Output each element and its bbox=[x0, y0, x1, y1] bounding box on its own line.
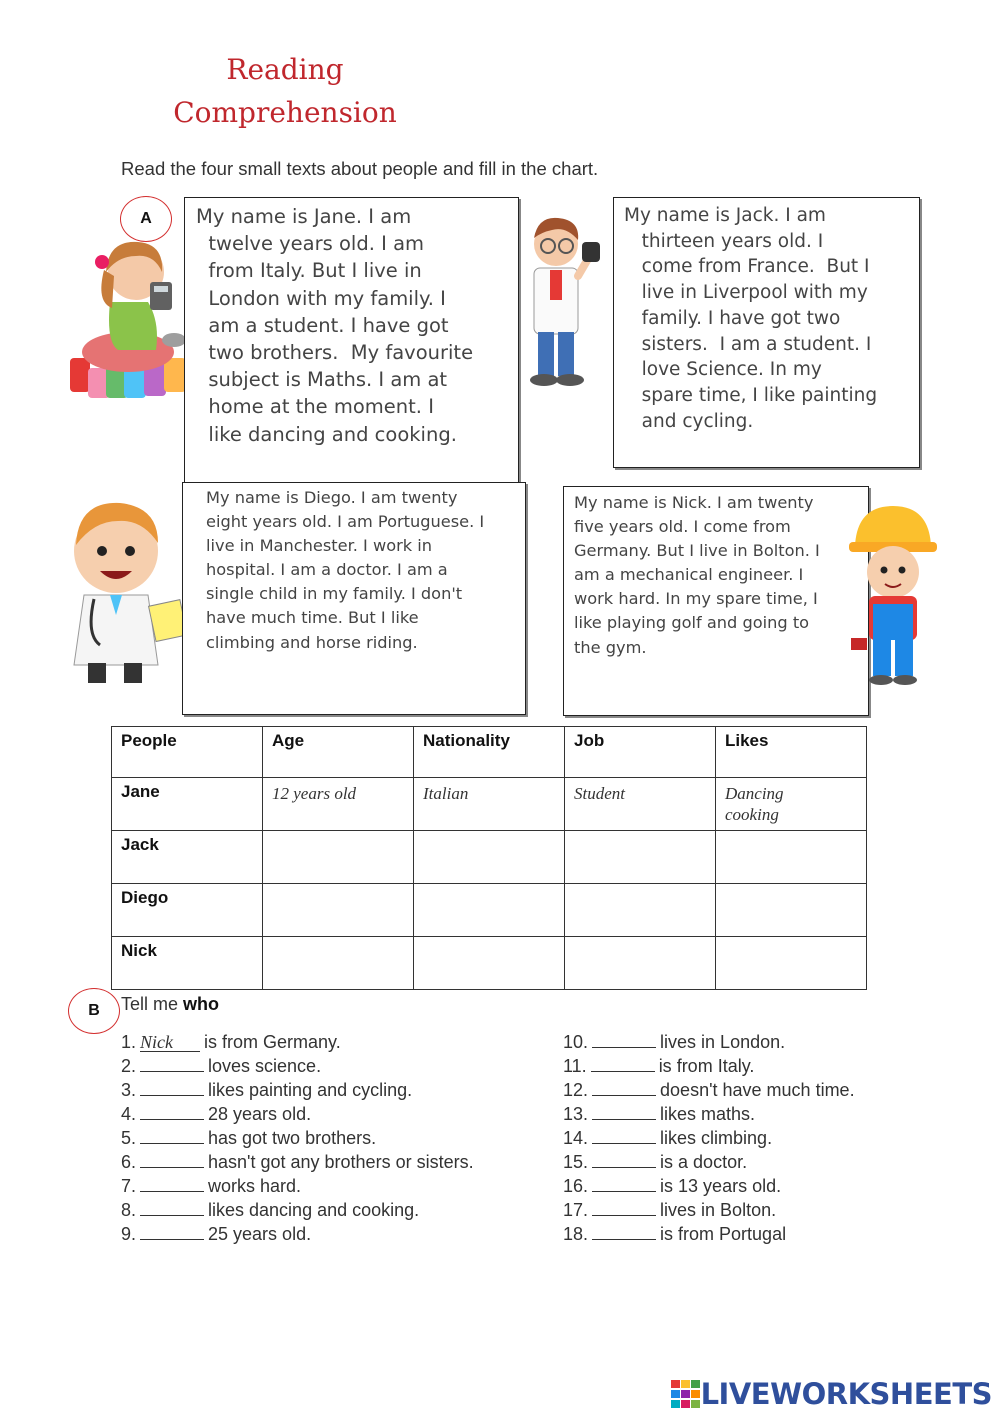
question-item bbox=[121, 1222, 541, 1246]
question-number: 10. bbox=[563, 1032, 589, 1052]
row-person: Jane bbox=[112, 778, 263, 831]
prompt-bold: who bbox=[183, 994, 220, 1014]
question-text: likes painting and cycling. bbox=[208, 1080, 413, 1100]
girl-with-calculator-illustration bbox=[66, 232, 192, 408]
question-number: 7. bbox=[121, 1176, 137, 1196]
question-number: 16. bbox=[563, 1176, 589, 1196]
liveworksheets-icon bbox=[671, 1380, 701, 1408]
answer-blank[interactable] bbox=[592, 1174, 656, 1192]
question-text: doesn't have much time. bbox=[660, 1080, 855, 1100]
answer-blank[interactable] bbox=[140, 1198, 204, 1216]
table-row bbox=[112, 778, 867, 831]
cell-job[interactable] bbox=[565, 831, 716, 884]
cell-age[interactable] bbox=[263, 937, 414, 990]
title-line-2: Comprehension bbox=[173, 96, 397, 129]
cell-job[interactable] bbox=[565, 884, 716, 937]
boy-scientist-illustration bbox=[522, 212, 604, 390]
instruction: Read the four small texts about people and fill in the chart. bbox=[121, 158, 599, 179]
table-row bbox=[112, 937, 867, 990]
answer-blank[interactable]: Nick bbox=[140, 1033, 200, 1052]
question-number: 8. bbox=[121, 1200, 137, 1220]
question-text: likes maths. bbox=[660, 1104, 756, 1124]
table-row bbox=[112, 884, 867, 937]
question-text: 25 years old. bbox=[208, 1224, 312, 1244]
cell-likes[interactable] bbox=[716, 937, 867, 990]
brand-name: LIVEWORKSHEETS bbox=[700, 1377, 992, 1411]
question-number: 6. bbox=[121, 1152, 137, 1172]
answer-blank[interactable] bbox=[140, 1126, 204, 1144]
question-number: 15. bbox=[563, 1152, 589, 1172]
text-box-jack bbox=[613, 197, 920, 468]
question-text: is 13 years old. bbox=[660, 1176, 782, 1196]
text-diego: My name is Diego. I am twenty eight years old. I am Portuguese. I live in Manchester. I work in hospital. I am a doctor. I am a single child in my family. I don't have much time. But I like climbing and horse riding. bbox=[206, 488, 485, 652]
cell-age[interactable] bbox=[263, 831, 414, 884]
row-person: Nick bbox=[112, 937, 263, 990]
question-item bbox=[563, 1030, 963, 1054]
question-number: 2. bbox=[121, 1056, 137, 1076]
question-number: 12. bbox=[563, 1080, 589, 1100]
question-item bbox=[121, 1150, 541, 1174]
questions-left-column bbox=[121, 1030, 541, 1246]
title-line-1: Reading bbox=[226, 53, 344, 86]
question-item bbox=[563, 1126, 963, 1150]
doctor-illustration bbox=[66, 495, 194, 691]
answer-blank[interactable] bbox=[592, 1030, 656, 1048]
text-box-jane bbox=[184, 197, 519, 484]
chart-header-row bbox=[112, 727, 867, 778]
cell-age[interactable] bbox=[263, 884, 414, 937]
question-item bbox=[563, 1174, 963, 1198]
liveworksheets-logo bbox=[671, 1377, 992, 1411]
question-item bbox=[121, 1126, 541, 1150]
question-item bbox=[563, 1150, 963, 1174]
answer-blank[interactable] bbox=[591, 1054, 655, 1072]
answer-blank[interactable] bbox=[140, 1102, 204, 1120]
question-number: 13. bbox=[563, 1104, 589, 1124]
question-number: 1. bbox=[121, 1032, 137, 1052]
table-row bbox=[112, 831, 867, 884]
answer-blank[interactable] bbox=[140, 1222, 204, 1240]
text-jane: My name is Jane. I am twelve years old. I am from Italy. But I live in London with my family. I am a student. I have got two brothers. My favourite subject is Maths. I am at home at the moment. I like dancing and cooking. bbox=[196, 205, 474, 446]
answer-blank[interactable] bbox=[140, 1174, 204, 1192]
question-text: lives in Bolton. bbox=[660, 1200, 777, 1220]
header-job: Job bbox=[565, 727, 716, 778]
question-item bbox=[563, 1102, 963, 1126]
question-item bbox=[121, 1198, 541, 1222]
row-person: Diego bbox=[112, 884, 263, 937]
question-item bbox=[121, 1030, 541, 1054]
engineer-illustration bbox=[845, 500, 941, 688]
cell-nationality[interactable]: Italian bbox=[414, 778, 565, 831]
header-age: Age bbox=[263, 727, 414, 778]
answer-blank[interactable] bbox=[140, 1078, 204, 1096]
question-text: 28 years old. bbox=[208, 1104, 312, 1124]
header-people: People bbox=[112, 727, 263, 778]
question-text: has got two brothers. bbox=[208, 1128, 377, 1148]
question-item bbox=[563, 1198, 963, 1222]
question-text: works hard. bbox=[208, 1176, 302, 1196]
answer-blank[interactable] bbox=[592, 1150, 656, 1168]
prompt-prefix: Tell me bbox=[121, 994, 184, 1014]
question-text: is a doctor. bbox=[660, 1152, 748, 1172]
questions-right-column bbox=[563, 1030, 963, 1246]
section-b-label: B bbox=[68, 988, 120, 1034]
question-number: 4. bbox=[121, 1104, 137, 1124]
answer-blank[interactable] bbox=[140, 1054, 204, 1072]
answer-blank[interactable] bbox=[140, 1150, 204, 1168]
question-text: loves science. bbox=[208, 1056, 322, 1076]
cell-nationality[interactable] bbox=[414, 831, 565, 884]
section-b-prompt bbox=[121, 994, 219, 1015]
answer-blank[interactable] bbox=[592, 1078, 656, 1096]
answer-blank[interactable] bbox=[592, 1102, 656, 1120]
text-box-nick bbox=[563, 486, 869, 716]
question-number: 18. bbox=[563, 1224, 589, 1244]
text-nick: My name is Nick. I am twenty five years old. I come from Germany. But I live in Bolton. I am a mechanical engineer. I work hard. In my spare time, I like playing golf and going to the gym. bbox=[574, 493, 820, 657]
question-item bbox=[563, 1054, 963, 1078]
question-text: likes climbing. bbox=[660, 1128, 773, 1148]
cell-nationality[interactable] bbox=[414, 884, 565, 937]
question-number: 9. bbox=[121, 1224, 137, 1244]
question-number: 11. bbox=[563, 1056, 587, 1076]
cell-likes[interactable] bbox=[716, 831, 867, 884]
section-a-label: A bbox=[120, 196, 172, 242]
row-person: Jack bbox=[112, 831, 263, 884]
question-text: is from Italy. bbox=[658, 1056, 755, 1076]
question-item bbox=[121, 1102, 541, 1126]
question-text: is from Portugal bbox=[660, 1224, 787, 1244]
text-jack: My name is Jack. I am thirteen years old. I come from France. But I live in Liverpool with my family. I have got two sisters. I am a student. I love Science. In my spare time, I like painting and cycling. bbox=[624, 205, 878, 432]
cell-likes[interactable]: Dancing cooking bbox=[716, 778, 867, 831]
answer-blank[interactable] bbox=[592, 1126, 656, 1144]
question-text: likes dancing and cooking. bbox=[208, 1200, 420, 1220]
question-text: lives in London. bbox=[660, 1032, 786, 1052]
question-number: 3. bbox=[121, 1080, 137, 1100]
people-chart bbox=[111, 726, 867, 990]
cell-nationality[interactable] bbox=[414, 937, 565, 990]
question-item bbox=[121, 1174, 541, 1198]
header-likes: Likes bbox=[716, 727, 867, 778]
question-item bbox=[563, 1222, 963, 1246]
header-nationality: Nationality bbox=[414, 727, 565, 778]
cell-job[interactable]: Student bbox=[565, 778, 716, 831]
cell-likes[interactable] bbox=[716, 884, 867, 937]
question-text: hasn't got any brothers or sisters. bbox=[208, 1152, 474, 1172]
question-number: 14. bbox=[563, 1128, 589, 1148]
question-item bbox=[121, 1078, 541, 1102]
question-item bbox=[121, 1054, 541, 1078]
cell-job[interactable] bbox=[565, 937, 716, 990]
answer-blank[interactable] bbox=[592, 1198, 656, 1216]
question-number: 17. bbox=[563, 1200, 589, 1220]
question-text: is from Germany. bbox=[204, 1032, 341, 1052]
answer-blank[interactable] bbox=[592, 1222, 656, 1240]
text-box-diego bbox=[182, 482, 526, 715]
question-number: 5. bbox=[121, 1128, 137, 1148]
cell-age[interactable]: 12 years old bbox=[263, 778, 414, 831]
question-item bbox=[563, 1078, 963, 1102]
